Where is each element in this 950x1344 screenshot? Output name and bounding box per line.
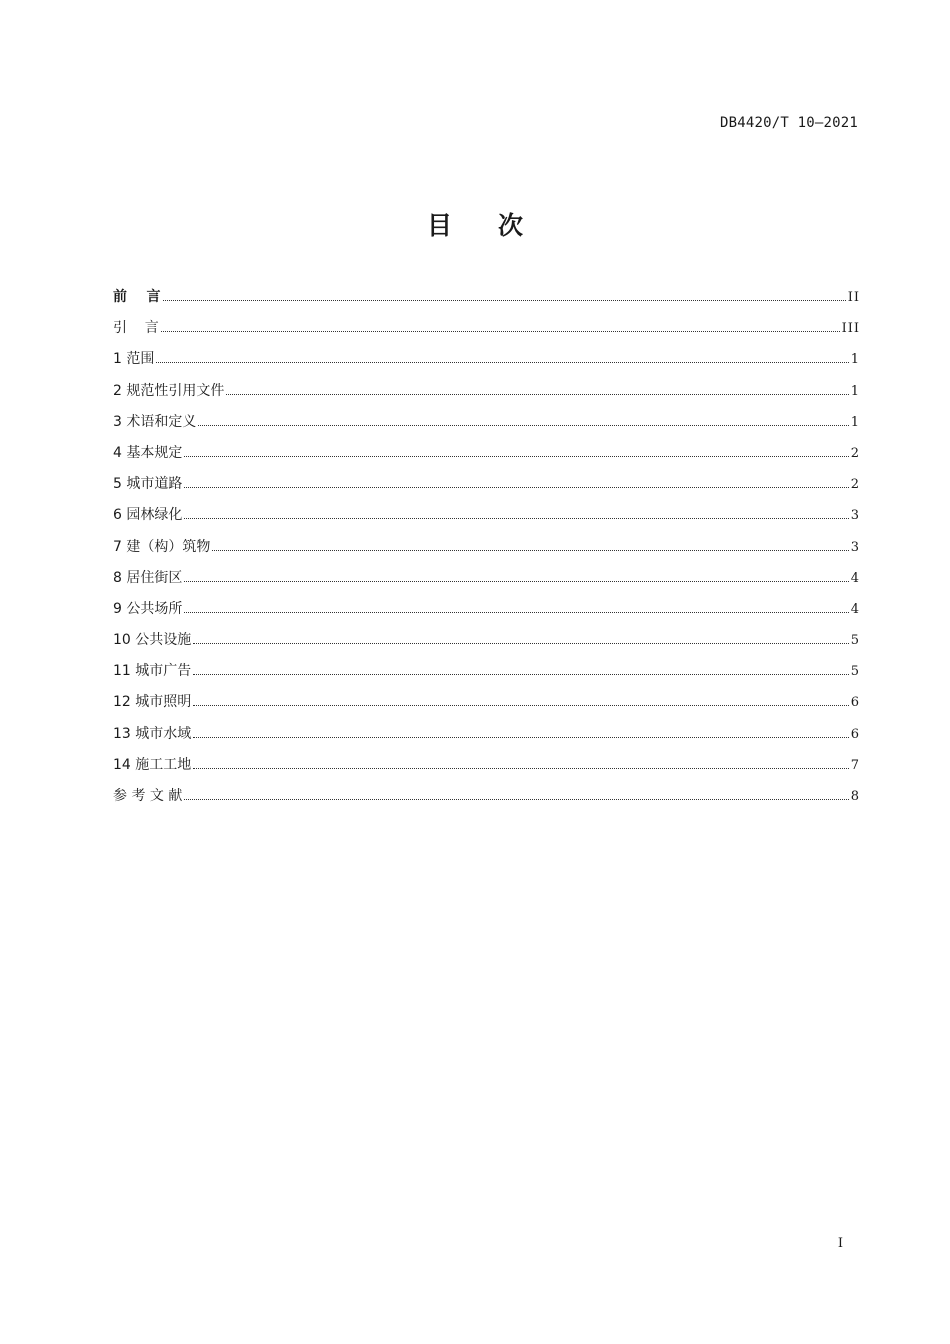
toc-entry-page: 3 [850,539,860,555]
toc-title [0,206,950,242]
toc-entry-14[interactable] [113,751,860,782]
toc-entry-label: 引 言 [113,320,159,337]
toc-entry-12[interactable] [113,688,860,719]
toc-leader-dots [161,331,840,332]
toc-entry-10[interactable] [113,626,860,657]
toc-leader-dots [193,705,848,706]
toc-entry-page: 1 [850,352,860,368]
toc-entry-label: 13 城市水域 [113,725,192,742]
toc-entry-page: 1 [850,383,860,399]
toc-entry-references[interactable] [113,782,860,813]
toc-entry-1[interactable] [113,345,860,376]
toc-entry-label: 2 规范性引用文件 [113,382,225,399]
toc-leader-dots [156,362,848,363]
document-code: DB4420/T 10—2021 [719,115,858,131]
toc-entry-page: 1 [850,414,860,430]
toc-entry-introduction[interactable] [113,314,860,345]
toc-entry-page: 8 [850,789,860,804]
toc-entry-page: 2 [850,445,860,461]
toc-leader-dots [184,456,848,457]
toc-entry-11[interactable] [113,657,860,688]
toc-entry-8[interactable] [113,564,860,595]
toc-entry-page: 3 [850,508,860,524]
toc-leader-dots [193,643,848,644]
toc-leader-dots [226,394,848,395]
toc-leader-dots [198,425,848,426]
toc-list [113,283,860,813]
toc-entry-label: 4 基本规定 [113,444,183,461]
toc-entry-label: 前 言 [113,289,161,305]
toc-entry-label: 10 公共设施 [113,632,192,649]
toc-entry-foreword[interactable] [113,283,860,314]
page-number: I [837,1236,843,1251]
toc-entry-7[interactable] [113,533,860,564]
toc-entry-label: 1 范围 [113,351,155,368]
toc-entry-2[interactable] [113,377,860,408]
toc-entry-label: 5 城市道路 [113,476,183,493]
toc-entry-page: 4 [850,601,860,617]
toc-entry-label: 7 建（构）筑物 [113,538,211,555]
toc-leader-dots [193,674,848,675]
toc-entry-3[interactable] [113,408,860,439]
toc-leader-dots [193,737,848,738]
toc-entry-page: 6 [850,726,860,742]
toc-entry-label: 6 园林绿化 [113,507,183,524]
toc-entry-9[interactable] [113,595,860,626]
toc-entry-label: 8 居住街区 [113,569,183,586]
toc-entry-4[interactable] [113,439,860,470]
toc-entry-label: 11 城市广告 [113,663,192,680]
toc-leader-dots [193,768,848,769]
toc-entry-6[interactable] [113,501,860,532]
toc-entry-page: 7 [850,757,860,773]
toc-entry-page: 6 [850,695,860,711]
toc-entry-page: 4 [850,570,860,586]
toc-leader-dots [184,799,848,800]
toc-entry-page: III [841,321,860,337]
toc-leader-dots [163,300,846,301]
toc-entry-label: 9 公共场所 [113,600,183,617]
toc-entry-label: 参 考 文 献 [113,788,183,804]
toc-leader-dots [212,550,848,551]
toc-entry-page: 5 [850,664,860,680]
toc-title-part1: 目 [426,211,452,240]
toc-entry-page: II [847,290,860,305]
toc-title-part2: 次 [498,211,524,240]
toc-entry-label: 14 施工工地 [113,756,192,773]
toc-entry-page: 2 [850,477,860,493]
toc-leader-dots [184,518,848,519]
toc-entry-label: 12 城市照明 [113,694,192,711]
toc-entry-page: 5 [850,633,860,649]
toc-leader-dots [184,612,848,613]
toc-entry-5[interactable] [113,470,860,501]
toc-entry-label: 3 术语和定义 [113,413,197,430]
toc-leader-dots [184,581,848,582]
toc-entry-13[interactable] [113,720,860,751]
toc-leader-dots [184,487,848,488]
